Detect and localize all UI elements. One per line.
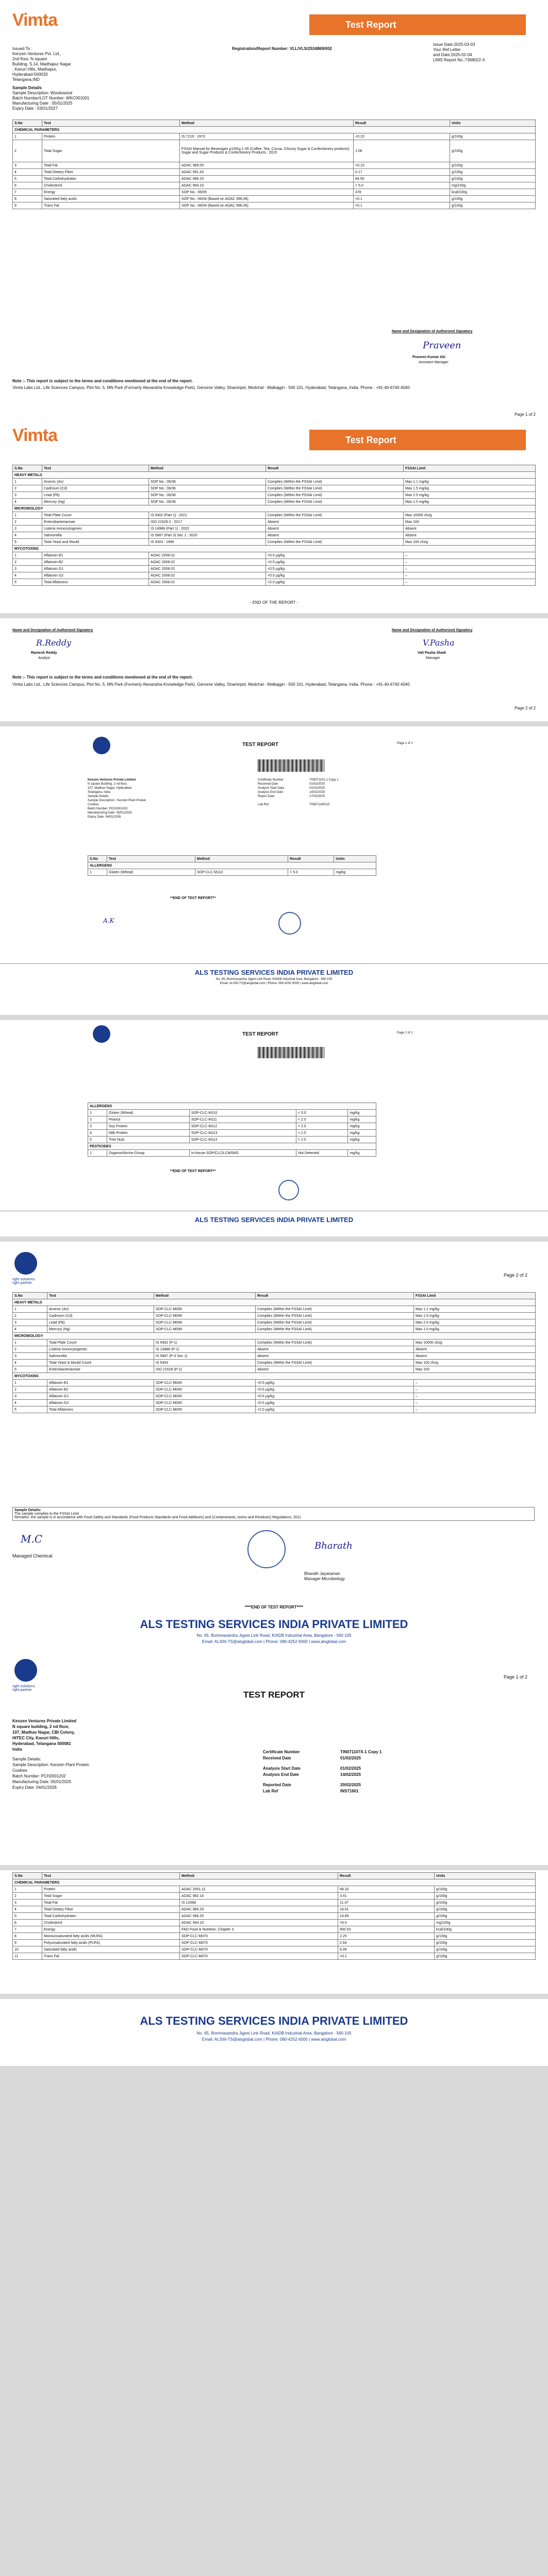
logo-caption: right solutions. right partner.	[12, 1685, 36, 1692]
als-chem-table: S.No Test Method Result Units CHEMICAL PARAMETERS 1 Protein AOAC 2001.11 68.32 g/100g 2 Total Sugar AOAC 982.14 3.41 g/100g 3 Total Fat IS 12068 11.37 g/100g 4 Total Dietary Fibre AOAC 985.29 18.61 g/100g 5 Total Carbohydrates AOAC 986.25 14.85 g/100g 6 Cholesterol AOAC 994.10 <5.0 mg/100g 7 Energy FAO Food & Nutrition, Chapter 3 450.53 kcal/100g 8 Monounsaturated fatty acids (MUFA) SOP-CLC-M070 2.25 g/100g 9 Polyunsaturated fatty acids (PUFA) SOP-CLC-M070 2.64 g/100g 10 Saturated fatty acids SOP-CLC-M070 6.09 g/100g 11 Trans Fat SOP-CLC-M070 <0.1 g/100g	[12, 1872, 536, 1960]
table-row: 3 Listeria monocytogenes IS 14988 (Part 1) : 2020 Absent Absent	[13, 526, 536, 532]
lab-stamp-icon	[278, 1180, 299, 1200]
table-row: 2 Listeria monocytogenes IS 14988 (P-1) Absent Absent	[13, 1346, 536, 1353]
company-address: No. 65, Bommasandra Jigani Link Road, KIADB Industrial Area, Bangalore - 560 105	[215, 978, 333, 981]
vimta-report-page-2-footer	[0, 618, 548, 721]
signer-role: Assistant Manager	[419, 361, 449, 364]
signer-role: Managed Chemical	[12, 1553, 53, 1558]
table-row: 3 Aflatoxin G1 SOP-CLC-M045 <0.5 µg/kg –	[13, 1393, 536, 1400]
table-row: 9 Trans Fat SOP No.: 06/04 (Based on AOAC 996.06) <0.1 g/100g	[13, 202, 536, 209]
table-row: 8 Monounsaturated fatty acids (MUFA) SOP-CLC-M070 2.25 g/100g	[13, 1933, 536, 1940]
signer-role: Analyst	[38, 656, 50, 660]
vimta-chem-table: S.No Test Method Result Units CHEMICAL PARAMETERS 1 Protein IS 7219 : 1973 <0.15 g/100g 2 Total Sugar FSSAI Manual for Beverages p10/Kg 1-35 (Coffee, Tea, Cocoa, Chicory Sugar & Confectionery products) Sugar and Sugar Products & Confectionery Products : 2015 1.06 g/100g 3 Total Fat AOAC 989.05 <0.15 g/100g 4 Total Dietary Fiber AOAC 991.43 0.17 g/100g 5 Total Carbohydrates AOAC 986.25 84.55 g/100g 6 Cholesterol AOAC 994.10 < 5.0 mg/100g 7 Energy SOP No.: 06/05 378 kcal/100g 8 Saturated fatty acids SOP No.: 06/04 (Based on AOAC 996.06) <0.1 g/100g 9 Trans Fat SOP No.: 06/04 (Based on AOAC 996.06) <0.1 g/100g	[12, 120, 536, 209]
table-row: 3 Aflatoxin G1 AOAC 2008.02 <0.5 µg/kg –	[13, 566, 536, 572]
company-name: ALS TESTING SERVICES INDIA PRIVATE LIMITED	[194, 969, 354, 976]
page-number: Page 2 of 2	[503, 1273, 527, 1278]
signatory-label-left: Name and Designation of Authorized Signatory	[12, 629, 93, 632]
footer-address: Vimta Labs Ltd., Life Sciences Campus, Plot No. 5, MN Park (Formerly Alexandria Knowledge Park), Genome Valley, Shamirpet, Medchal - Malkajgiri - 500 101, Hyderabad, Telangana, India. Phone : +91-40-6740 4040	[12, 385, 410, 390]
cert-block: Certificate Number TINDT1101-1 Copy 1 Received Date 01/02/2025 Analysis Start Date 01/02/2025 Analysis End Date 14/02/2025 Report Date 17/02/2025 Lab Ref TIN671140013	[258, 778, 339, 806]
table-row: 1 Arsenic (As) SOP No.: 06/36 Complies (Within the FSSAI Limit) Max 1.1 mg/kg	[13, 479, 536, 485]
end-of-report: ****END OF TEST REPORT****	[244, 1605, 304, 1609]
table-row: 5 Total Carbohydrates AOAC 986.25 14.85 g/100g	[13, 1913, 536, 1920]
vimta-logo: Vimta	[12, 10, 57, 30]
company-name: ALS TESTING SERVICES INDIA PRIVATE LIMITED	[140, 2014, 408, 2027]
company-address: No. 65, Bommasandra Jigani Link Road, KIADB Industrial Area, Bangalore - 560 105	[196, 2031, 352, 2036]
signature: Bharath	[314, 1540, 353, 1551]
table-row: 5 Total Yeast and Mould IS 5403 : 1999 Complies (Within the FSSAI Limit) Max 100 cfu/g	[13, 539, 536, 546]
table-row: 4 Mercury (Hg) SOP No.: 06/36 Complies (Within the FSSAI Limit) Max 1.0 mg/kg	[13, 499, 536, 505]
table-row: 5 Tree Nuts SOP-CLC-M114 < 2.5 mg/kg	[88, 1137, 376, 1143]
als-address-block: Kenzen Ventures Private Limited N square building, 2 nd floor, 107, Madhav Nagar, CBI Colony, HITEC City, Kavuri Hills, Hyderabad, Telangana 500081 India Sample Details: Sample Description: Kenzen Plant Protein Cookies Batch Number: PCH2001202 Manufacturing Date: 05/01/2025 Expiry Date: 04/01/2026	[12, 1719, 89, 1790]
signer-name: Bharath Jayaraman	[304, 1571, 340, 1576]
signer-role: Manager	[426, 656, 440, 660]
als-allergen-report-1	[0, 726, 548, 1015]
barcode-icon	[258, 1047, 325, 1058]
als-allergen-table: S.No Test Method Result Units ALLERGENS 1 Gluten (Wheat) SOP-CLC-M110 < 5.0 mg/kg	[88, 855, 376, 876]
signer-name: Vali Pasha Shaik	[418, 651, 446, 655]
table-row: 2 Cadmium (Cd) SOP-CLC-M099 Complies (Within the FSSAI Limit) Max 1.5 mg/kg	[13, 1313, 536, 1319]
als-chemical-report	[0, 1870, 548, 1994]
end-of-report: **END OF TEST REPORT**	[170, 896, 216, 900]
als-logo-icon	[14, 1252, 37, 1275]
table-row: 3 Total Fat IS 12068 11.37 g/100g	[13, 1900, 536, 1906]
table-row: 2 Cadmium (Cd) SOP No.: 06/36 Complies (Within the FSSAI Limit) Max 1.5 mg/kg	[13, 485, 536, 492]
company-name: ALS TESTING SERVICES INDIA PRIVATE LIMITED	[194, 1216, 354, 1224]
table-row: 10 Saturated fatty acids SOP-CLC-M070 6.09 g/100g	[13, 1946, 536, 1953]
end-of-report: - END OF THE REPORT -	[250, 600, 298, 605]
dates-block: Issue Date:2025-03-03 Your Ref.Letter and Date:2025-02-04 LIMS Report No.:7368022-X	[433, 42, 485, 62]
signatory-label: Name and Designation of Authorized Signatory	[392, 330, 473, 333]
vimta-logo: Vimta	[12, 426, 57, 445]
als-logo-icon	[14, 1659, 37, 1682]
als-logo-icon	[93, 1025, 110, 1043]
table-row: 2 Total Sugar AOAC 982.14 3.41 g/100g	[13, 1893, 536, 1900]
table-row: 1 Total Plate Count IS 5402 (P-1) Complies (Within the FSSAI Limit) Max 10000 cfu/g	[13, 1340, 536, 1346]
company-address: No. 65, Bommasandra Jigani Link Road, KIADB Industrial Area, Bangalore - 560 105	[196, 1633, 352, 1638]
table-row: 3 Soy Protein SOP-CLC-M112 < 2.5 mg/kg	[88, 1123, 376, 1130]
test-report-badge: Test Report	[309, 14, 526, 35]
als-report-page-2	[0, 1242, 548, 1865]
als-address-block: Kenzen Ventures Private Limited N square Building, 2 nd floor, 107, Madhav Nagar, Hyderabad Telangana, India Sample Details: Sample Description : Kenzen Plant Protein Cookies Batch Number: PCH2001202 Manufacturing Date: 05/01/2025 Expiry Date: 04/01/2026	[88, 778, 146, 819]
table-row: 1 Aflatoxin B1 AOAC 2008.02 <0.5 µg/kg –	[13, 552, 536, 559]
signatory-label-right: Name and Designation of Authorized Signatory	[392, 629, 473, 632]
table-row: 1 Total Plate Count IS 5402 (Part 1) : 2021 Complies (Within the FSSAI Limit) Max 10000 cfu/g	[13, 512, 536, 519]
als-footer	[0, 1999, 548, 2066]
table-row: 4 Total Yeast & Mould Count IS 5403 Complies (Within the FSSAI Limit) Max 100 cfu/g	[13, 1360, 536, 1366]
table-row: 1 Protein IS 7219 : 1973 <0.15 g/100g	[13, 133, 536, 140]
table-row: 1 Gluten (Wheat) SOP-CLC-M110 < 5.0 mg/kg	[88, 869, 376, 876]
als-allergen-report-2	[0, 1020, 548, 1236]
vimta-results-table: S.No Test Method Result FSSAI Limit HEAVY METALS 1 Arsenic (As) SOP No.: 06/36 Complies (Within the FSSAI Limit) Max 1.1 mg/kg 2 Cadmium (Cd) SOP No.: 06/36 Complies (Within the FSSAI Limit) Max 1.5 mg/kg 3 Lead (Pb) SOP No.: 06/36 Complies (Within the FSSAI Limit) Max 2.5 mg/kg 4 Mercury (Hg) SOP No.: 06/36 Complies (Within the FSSAI Limit) Max 1.0 mg/kg MICROBIOLOGY 1 Total Plate Count IS 5402 (Part 1) : 2021 Complies (Within the FSSAI Limit) Max 10000 cfu/g 2 Enterobacteriaceae ISO 21528-2 : 2017 Absent Max 100 3 Listeria monocytogenes IS 14988 (Part 1) : 2020 Absent Absent 4 Salmonella IS 5887 (Part 3) Sec 1 : 2020 Absent Absent 5 Total Yeast and Mould IS 5403 : 1999 Complies (Within the FSSAI Limit) Max 100 cfu/g MYCOTOXINS 1 Aflatoxin B1 AOAC 2008.02 <0.5 µg/kg – 2 Aflatoxin B2 AOAC 2008.02 <0.5 µg/kg – 3 Aflatoxin G1 AOAC 2008.02 <0.5 µg/kg – 4 Aflatoxin G2 AOAC 2008.02 <0.5 µg/kg – 5 Total Aflatoxins AOAC 2008.02 <2.0 µg/kg –	[12, 465, 536, 586]
table-row: 6 Cholesterol AOAC 994.10 <5.0 mg/100g	[13, 1920, 536, 1926]
table-row: 11 Trans Fat SOP-CLC-M070 <0.1 g/100g	[13, 1953, 536, 1960]
table-row: 8 Saturated fatty acids SOP No.: 06/04 (Based on AOAC 996.06) <0.1 g/100g	[13, 196, 536, 202]
table-row: 2 Enterobacteriaceae ISO 21528-2 : 2017 Absent Max 100	[13, 519, 536, 526]
divider	[0, 963, 548, 964]
table-row: 2 Aflatoxin B2 AOAC 2008.02 <0.5 µg/kg –	[13, 559, 536, 566]
table-row: 3 Total Fat AOAC 989.05 <0.15 g/100g	[13, 162, 536, 169]
table-row: 1 Aflatoxin B1 SOP-CLC-M045 <0.5 µg/kg –	[13, 1380, 536, 1386]
signer-name: Ramesh Reddy	[31, 651, 57, 655]
page-number: Page 1 of 2	[514, 412, 536, 417]
end-of-report: **END OF TEST REPORT**	[170, 1170, 216, 1173]
logo-caption: right solutions. right partner.	[12, 1278, 36, 1285]
table-row: 4 Total Dietary Fiber AOAC 991.43 0.17 g/100g	[13, 169, 536, 176]
table-row: 1 Organochlorine Group In-house SOP/CLC/LCMSMS Not Detected mg/kg	[88, 1150, 376, 1157]
issued-to-block: Issued To : Kenzen Ventures Pvt. Ltd., 2nd floor, N square Building, S.14, Madhapur Nagar , Kavuri Hills, Madhapur, Hyderabad-500033 Telangana,IND Sample Details Sample Description: Wordswood Batch Number/LOT Number: WKC001001 Manufacturing Date : 05/01/2025 Expiry Date : 03/01/2027	[12, 46, 90, 111]
signature: Praveen	[423, 340, 461, 351]
table-row: 3 Salmonella IS 5887 (P-3 Sec 1) Absent Absent	[13, 1353, 536, 1360]
table-row: 5 Total Aflatoxins SOP-CLC-M045 <2.0 µg/kg –	[13, 1406, 536, 1413]
table-row: 4 Aflatoxin G2 SOP-CLC-M045 <0.5 µg/kg –	[13, 1400, 536, 1406]
table-row: 4 Salmonella IS 5887 (Part 3) Sec 1 : 2020 Absent Absent	[13, 532, 536, 539]
company-contact: Email: ALSIN-TS@alsglobal.com | Phone: 080-4252 6000 | www.alsglobal.com	[202, 1639, 346, 1644]
table-row: 7 Energy SOP No.: 06/05 378 kcal/100g	[13, 189, 536, 196]
report-title: TEST REPORT	[243, 1690, 305, 1700]
table-row: 5 Enterobacteriaceae ISO 21528 (P-2) Absent Max 100	[13, 1366, 536, 1373]
table-row: 7 Energy FAO Food & Nutrition, Chapter 3 450.53 kcal/100g	[13, 1926, 536, 1933]
signer-name: Praveen Kumar Aki	[412, 355, 445, 359]
table-row: 2 Aflatoxin B2 SOP-CLC-M045 <0.5 µg/kg –	[13, 1386, 536, 1393]
table-row: 3 Lead (Pb) SOP No.: 06/36 Complies (Within the FSSAI Limit) Max 2.5 mg/kg	[13, 492, 536, 499]
table-row: 1 Arsenic (As) SOP-CLC-M099 Complies (Within the FSSAI Limit) Max 1.1 mg/kg	[13, 1306, 536, 1313]
table-row: 6 Cholesterol AOAC 994.10 < 5.0 mg/100g	[13, 182, 536, 189]
table-row: 2 Peanut SOP-CLC-M111 < 2.5 mg/kg	[88, 1116, 376, 1123]
vimta-report-page-1	[0, 0, 548, 613]
table-row: 1 Protein AOAC 2001.11 68.32 g/100g	[13, 1886, 536, 1893]
table-row: 4 Milk Protein SOP-CLC-M113 < 2.5 mg/kg	[88, 1130, 376, 1137]
signature: A.K	[103, 917, 114, 924]
table-row: 4 Mercury (Hg) SOP-CLC-M099 Complies (Within the FSSAI Limit) Max 1.0 mg/kg	[13, 1326, 536, 1333]
table-row: 2 Total Sugar FSSAI Manual for Beverages p10/Kg 1-35 (Coffee, Tea, Cocoa, Chicory Sugar & Confectionery products) Sugar and Sugar Products & Confectionery Products : 2015 1.06 g/100g	[13, 140, 536, 162]
company-contact: Email: ALSIN-TS@alsglobal.com | Phone: 080-4252 6000 | www.alsglobal.com	[220, 982, 328, 985]
signature: V.Pasha	[423, 638, 455, 648]
signer-role: Manager-Microbiology	[304, 1577, 345, 1581]
signature: M.C	[21, 1533, 43, 1545]
page-number: Page 2 of 2	[514, 706, 536, 710]
cert-block: Certificate Number TIN071107X-1 Copy 1 Received Date 01/02/2025 Analysis Start Date 01/02/2025 Analysis End Date 14/02/2025 Reported Date 20/02/2025 Lab Ref INS71601	[263, 1750, 382, 1793]
report-title: TEST REPORT	[242, 1031, 279, 1037]
als-logo-icon	[93, 737, 110, 754]
company-name: ALS TESTING SERVICES INDIA PRIVATE LIMITED	[140, 1618, 408, 1631]
table-row: 3 Lead (Pb) SOP-CLC-M099 Complies (Within the FSSAI Limit) Max 2.5 mg/kg	[13, 1319, 536, 1326]
lab-stamp-icon	[278, 912, 301, 935]
table-row: 9 Polyunsaturated fatty acids (PUFA) SOP-CLC-M070 2.64 g/100g	[13, 1940, 536, 1946]
table-row: 5 Total Carbohydrates AOAC 986.25 84.55 g/100g	[13, 176, 536, 182]
remarks-box: Sample Details: The sample complies to the FSSAI Limit Remarks: the sample is in accordance with Food Safety and Standards (Food Products Standards and Food Additives) and (Contaminants, toxins and Residues) Regulations, 2011	[12, 1507, 535, 1521]
barcode-icon	[258, 759, 325, 772]
terms-note: Note :- This report is subject to the terms and conditions mentioned at the end of the report.	[12, 379, 193, 383]
signature: R.Reddy	[36, 638, 72, 648]
registration-block: Registration/Report Number: VLL/VLS/2534869/002	[232, 46, 332, 51]
table-row: 1 Gluten (Wheat) SOP-CLC-M110 < 5.0 mg/kg	[88, 1110, 376, 1116]
test-report-badge: Test Report	[309, 430, 526, 450]
page-number: Page 1 of 2	[503, 1674, 527, 1680]
table-row: 5 Total Aflatoxins AOAC 2008.02 <2.0 µg/kg –	[13, 579, 536, 586]
als-results-table: S.No Test Method Result FSSAI Limit HEAVY METALS 1 Arsenic (As) SOP-CLC-M099 Complies (Within the FSSAI Limit) Max 1.1 mg/kg 2 Cadmium (Cd) SOP-CLC-M099 Complies (Within the FSSAI Limit) Max 1.5 mg/kg 3 Lead (Pb) SOP-CLC-M099 Complies (Within the FSSAI Limit) Max 2.5 mg/kg 4 Mercury (Hg) SOP-CLC-M099 Complies (Within the FSSAI Limit) Max 1.0 mg/kg MICROBIOLOGY 1 Total Plate Count IS 5402 (P-1) Complies (Within the FSSAI Limit) Max 10000 cfu/g 2 Listeria monocytogenes IS 14988 (P-1) Absent Absent 3 Salmonella IS 5887 (P-3 Sec 1) Absent Absent 4 Total Yeast & Mould Count IS 5403 Complies (Within the FSSAI Limit) Max 100 cfu/g 5 Enterobacteriaceae ISO 21528 (P-2) Absent Max 100 MYCOTOXINS 1 Aflatoxin B1 SOP-CLC-M045 <0.5 µg/kg – 2 Aflatoxin B2 SOP-CLC-M045 <0.5 µg/kg – 3 Aflatoxin G1 SOP-CLC-M045 <0.5 µg/kg – 4 Aflatoxin G2 SOP-CLC-M045 <0.5 µg/kg – 5 Total Aflatoxins SOP-CLC-M045 <2.0 µg/kg –	[12, 1292, 536, 1413]
lab-stamp-icon	[247, 1530, 286, 1568]
page-number: Page 1 of 1	[397, 742, 413, 745]
terms-note: Note :- This report is subject to the terms and conditions mentioned at the end of the report.	[12, 675, 193, 680]
page-number: Page 1 of 1	[397, 1031, 413, 1035]
company-contact: Email: ALSIN-TS@alsglobal.com | Phone: 080-4252 6000 | www.alsglobal.com	[202, 2037, 346, 2042]
table-row: 4 Aflatoxin G2 AOAC 2008.02 <0.5 µg/kg –	[13, 572, 536, 579]
footer-address: Vimta Labs Ltd., Life Sciences Campus, Plot No. 5, MN Park (Formerly Alexandria Knowledge Park), Genome Valley, Shamirpet, Medchal - Malkajgiri - 500 101, Hyderabad, Telangana, India. Phone : +91-40-6740 4040	[12, 682, 410, 687]
als-allergen-table: ALLERGENS 1 Gluten (Wheat) SOP-CLC-M110 < 5.0 mg/kg 2 Peanut SOP-CLC-M111 < 2.5 mg/kg 3 Soy Protein SOP-CLC-M112 < 2.5 mg/kg 4 Milk Protein SOP-CLC-M113 < 2.5 mg/kg 5 Tree Nuts SOP-CLC-M114 < 2.5 mg/kg PESTICIDES 1 Organochlorine Group In-house SOP/CLC/LCMSMS Not Detected mg/kg	[88, 1103, 376, 1157]
table-row: 4 Total Dietary Fibre AOAC 985.29 18.61 g/100g	[13, 1906, 536, 1913]
report-title: TEST REPORT	[242, 742, 279, 748]
